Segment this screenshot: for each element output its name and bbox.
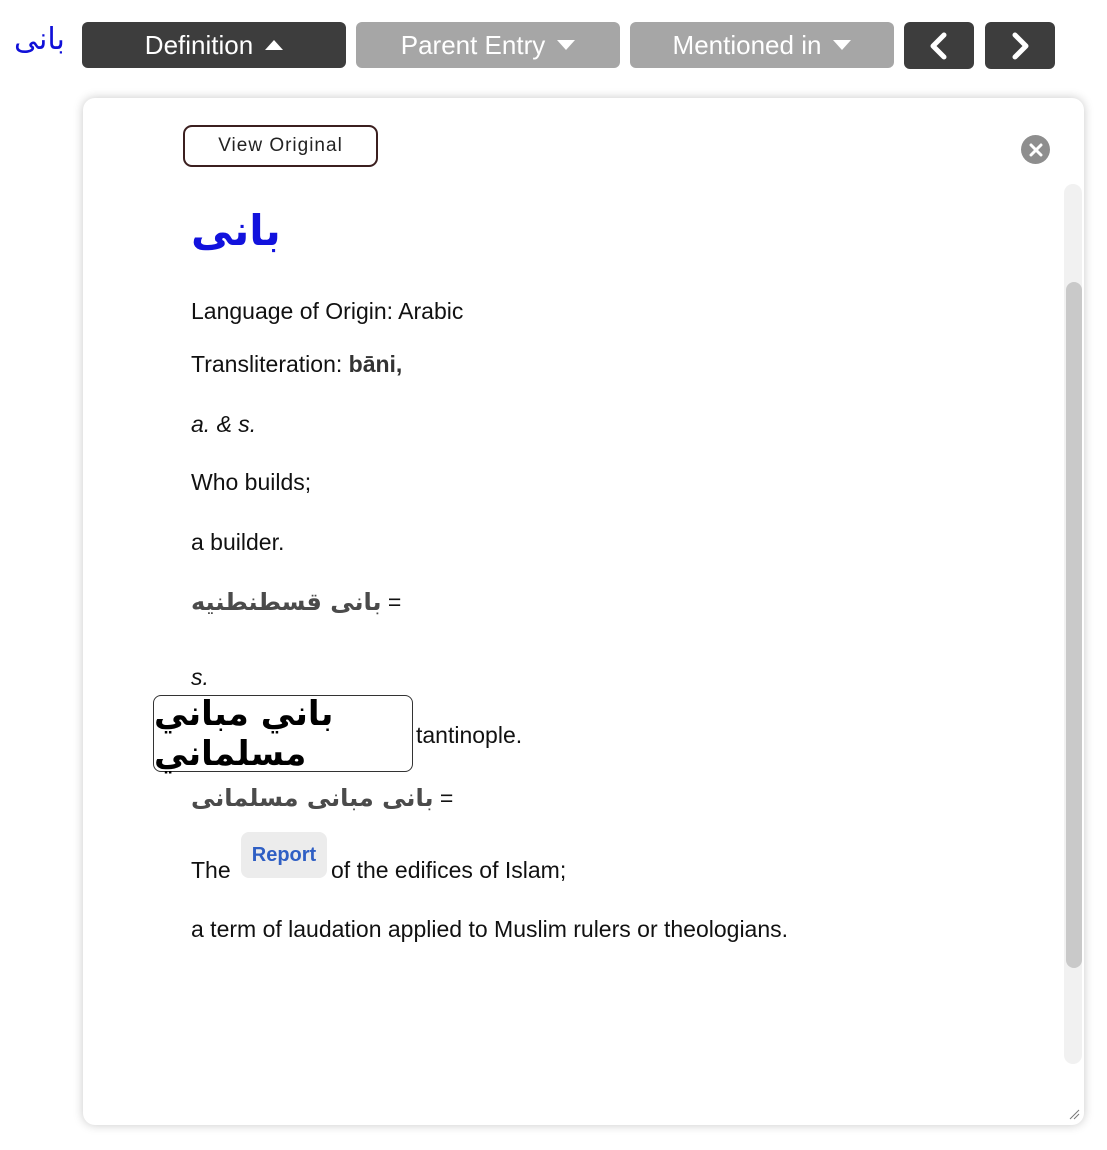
prev-entry-button[interactable]: [904, 22, 974, 69]
next-entry-button[interactable]: [985, 22, 1055, 69]
tab-definition-label: Definition: [144, 29, 254, 60]
phrase-1: [191, 588, 401, 616]
tab-parent-entry[interactable]: [356, 22, 620, 68]
chevron-right-icon: [1008, 32, 1032, 60]
origin-value: Arabic: [398, 298, 464, 324]
resize-grip-icon[interactable]: [1068, 1108, 1080, 1120]
caret-down-icon: [557, 40, 575, 50]
chevron-left-icon: [927, 32, 951, 60]
scrollbar-thumb[interactable]: [1066, 282, 1082, 968]
phrase-2: [191, 784, 453, 812]
definition-line-4: a term of laudation applied to Muslim rulers or theologians.: [191, 916, 789, 942]
phrase-1-definition: tantinople.: [416, 722, 523, 748]
phrase-1-urdu: بانی قسطنطنیه: [191, 588, 382, 616]
definition-panel: [83, 98, 1084, 1125]
caret-down-icon: [833, 40, 851, 50]
phrase-1-pos: s.: [191, 664, 209, 690]
tab-parent-entry-label: Parent Entry: [400, 29, 546, 60]
definition-line-2: a builder.: [191, 529, 285, 555]
transliteration: [191, 351, 402, 378]
caret-up-icon: [265, 40, 283, 50]
phrase-1-equals: =: [387, 589, 402, 615]
phrase-2-def-end: of the edifices of Islam;: [331, 857, 567, 883]
tab-mentioned-in-label: Mentioned in: [672, 29, 822, 60]
transliteration-label: Transliteration:: [191, 351, 343, 377]
tab-definition[interactable]: [82, 22, 346, 68]
phrase-2-equals: =: [439, 785, 454, 811]
transliteration-value: bāni,: [348, 351, 403, 377]
headword-link[interactable]: بانی: [14, 22, 65, 57]
tab-mentioned-in[interactable]: [630, 22, 894, 68]
close-icon: [1029, 143, 1043, 157]
phrase-2-def-start: The: [191, 857, 231, 883]
part-of-speech: a. & s.: [191, 411, 257, 437]
view-original-button[interactable]: View Original: [183, 125, 378, 167]
language-of-origin: [191, 298, 463, 325]
phrase-2-urdu: بانی مبانی مسلمانی: [191, 784, 434, 812]
close-button[interactable]: [1021, 135, 1050, 164]
report-button[interactable]: Report: [241, 832, 327, 878]
original-text-popup: باني مباني مسلماني: [153, 695, 413, 772]
definition-line-1: Who builds;: [191, 469, 312, 495]
entry-title: بانی: [191, 206, 281, 255]
origin-label: Language of Origin:: [191, 298, 394, 324]
